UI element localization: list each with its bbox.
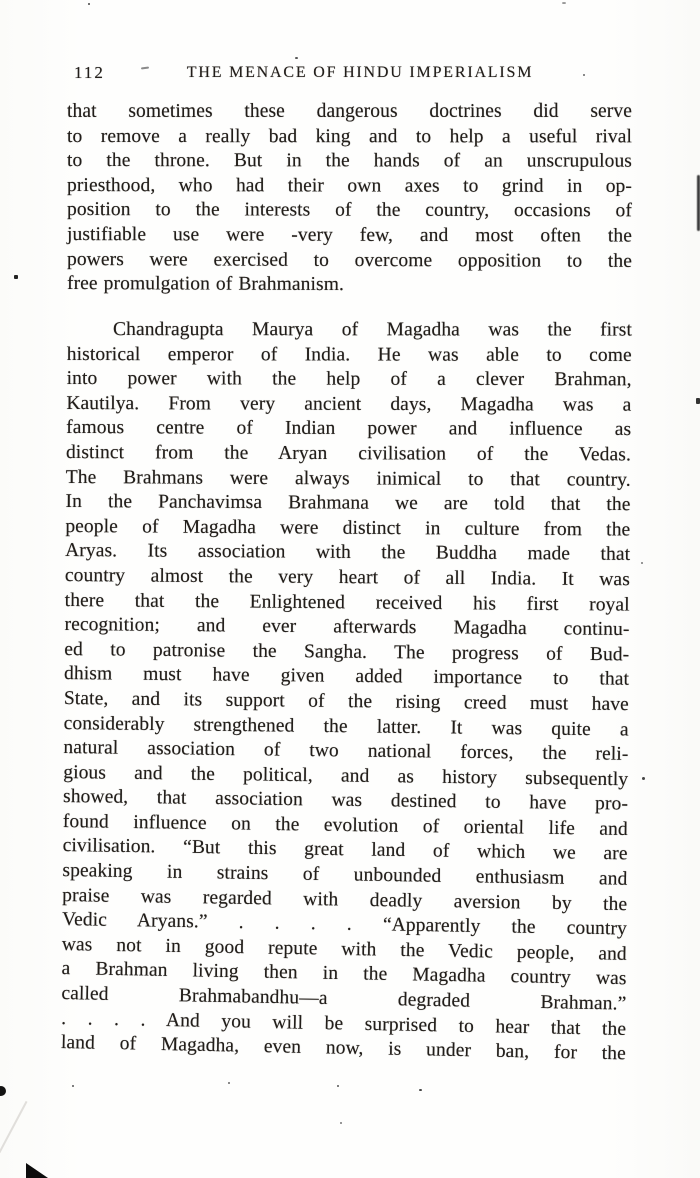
text-line: The Brahmans were always inimical to that country. [65, 466, 631, 491]
text-line: State, and its support of the rising creed must have [63, 687, 629, 716]
text-line: to the throne. But in the hands of an unscrupulous [66, 150, 633, 172]
text-line: found influence on the evolution of oriental life and [62, 810, 628, 840]
scan-speck [340, 1122, 342, 1124]
text-line: there that the Enlightened received his first royal [64, 589, 630, 616]
scan-speck [419, 1089, 422, 1091]
paragraph-continuation [67, 100, 632, 297]
scan-speck [696, 398, 700, 404]
text-line: recognition; and ever afterwards Magadha continu- [64, 614, 630, 641]
scan-speck [228, 1082, 230, 1084]
text-line: dhism must have given added importance to that [64, 663, 630, 691]
scan-speck [72, 1085, 74, 1087]
text-line: civilisation. “But this great land of which we are [62, 835, 628, 865]
scan-speck [295, 57, 298, 59]
scan-speck [562, 2, 566, 4]
text-line: natural association of two national forces, the reli- [63, 737, 629, 765]
text-line: speaking in strains of unbounded enthusiasm and [62, 860, 628, 890]
scan-scratch [0, 1101, 27, 1153]
scan-speck [337, 1085, 339, 1087]
text-line: famous centre of Indian power and influence as [66, 417, 632, 441]
text-line: Chandragupta Maurya of Magadha was the first [112, 319, 633, 341]
text-line: Vedic Aryans.” . . . . “Apparently the country [61, 909, 628, 940]
text-line: Aryas. Its association with the Buddha made that [65, 540, 631, 566]
text-line: land of Magadha, even now, is under ban, for the [60, 1032, 627, 1065]
text-line: into power with the help of a clever Brahman, [66, 368, 632, 391]
scan-speck [14, 275, 18, 279]
text-line: called Brahmabandhu—a degraded Brahman.” [61, 983, 627, 1015]
scan-edge-blob [0, 1086, 6, 1096]
text-line: praise was regarded with deadly aversion by the [62, 884, 628, 915]
text-line: considerably strengthened the latter. It was quite a [63, 712, 629, 740]
scan-speck [642, 777, 645, 780]
text-line: Kautilya. From very ancient days, Magadha was a [66, 392, 632, 416]
text-line: justifiable use were -very few, and most often the [66, 223, 633, 247]
text-line: showed, that association was destined to have pro- [62, 786, 629, 815]
text-line: gious and the political, and as history subsequently [63, 761, 629, 790]
text-line: a Brahman living then in the Magadha country was [61, 958, 627, 990]
text-line: to remove a really bad king and to help a useful rival [66, 125, 633, 147]
text-line: country almost the very heart of all India. It was [64, 564, 630, 591]
page-number: 112 [74, 63, 105, 82]
scan-speck [641, 562, 643, 564]
scan-speck [583, 74, 585, 76]
corner-triangle-mark [26, 1163, 48, 1178]
text-line: . . . . And you will be surprised to hear that the [61, 1007, 627, 1040]
text-line: people of Magadha were distinct in culture from the [65, 515, 631, 541]
text-line: was not in good repute with the Vedic people, and [61, 933, 627, 965]
text-line: that sometimes these dangerous doctrines did serve [67, 101, 632, 122]
running-header-title: THE MENACE OF HINDU IMPERIALISM [186, 64, 534, 81]
text-line: In the Panchavimsa Brahmana we are told that the [65, 491, 631, 516]
text-line: historical emperor of India. He was able to come [66, 343, 632, 366]
text-line: distinct from the Aryan civilisation of the Vedas. [65, 441, 632, 466]
text-line: free promulgation of Brahmanism. [66, 273, 345, 296]
text-line: priesthood, who had their own axes to grind in op- [66, 174, 633, 197]
text-line: powers were exercised to overcome opposition to the [66, 248, 633, 272]
scan-speck [88, 3, 90, 5]
text-line: position to the interests of the country, occasions of [66, 199, 633, 222]
paragraph-chandragupta [60, 318, 633, 1065]
running-header [0, 63, 700, 87]
text-line: ed to patronise the Sangha. The progress of Bud- [64, 638, 630, 666]
